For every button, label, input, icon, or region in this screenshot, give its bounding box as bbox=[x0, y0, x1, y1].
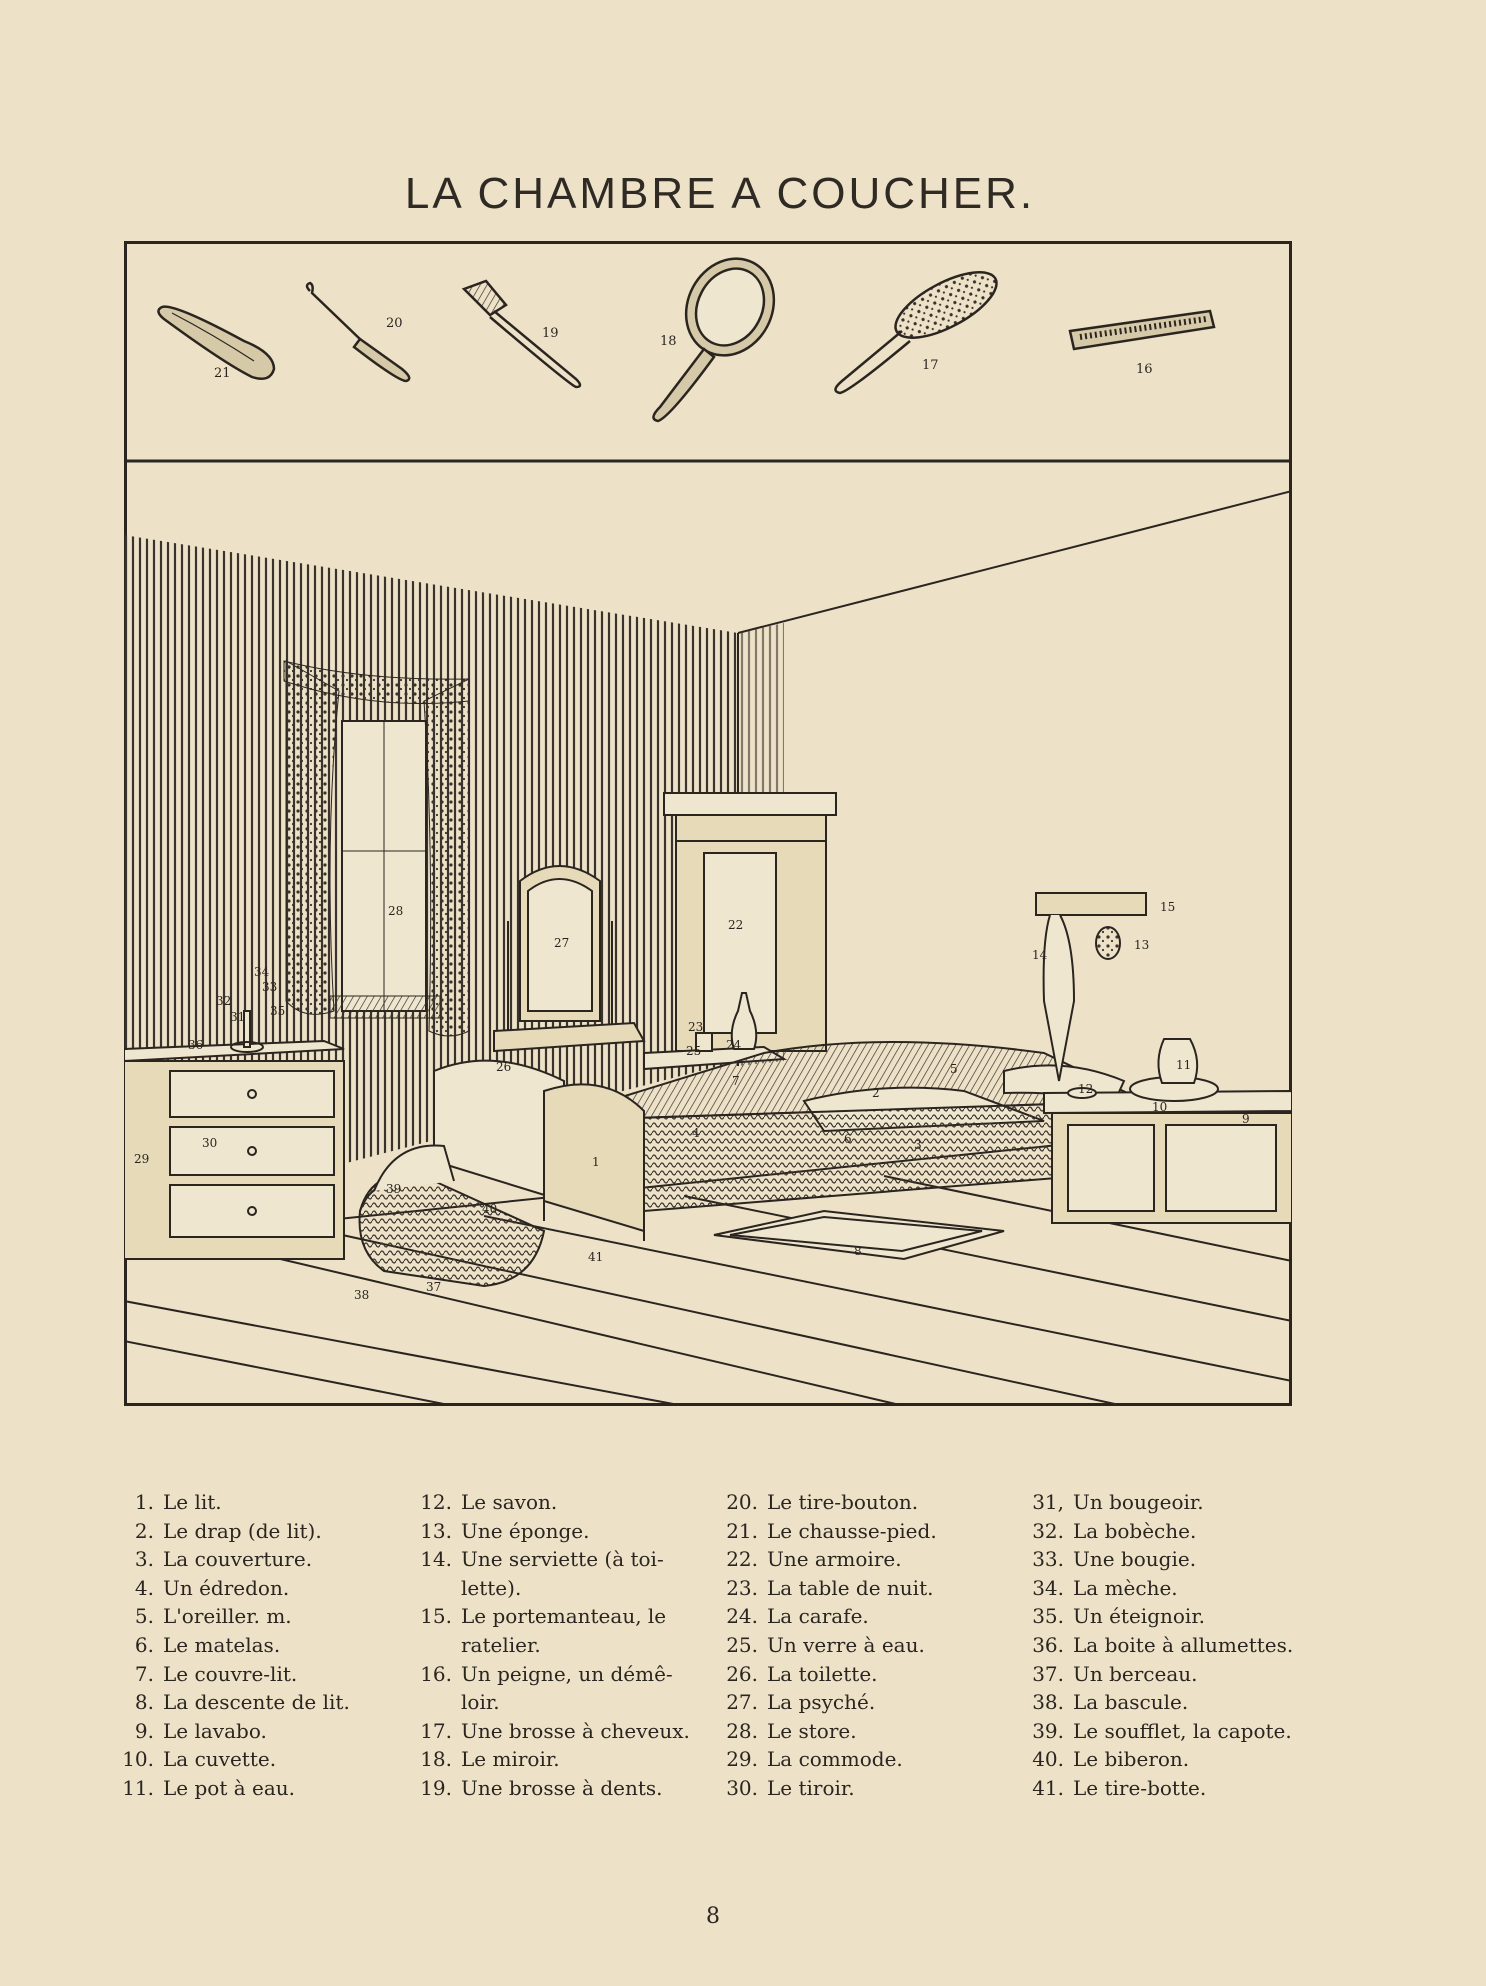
legend-entry: 17. Une brosse à cheveux. bbox=[420, 1718, 690, 1743]
legend-entry: 2. Le drap (de lit). bbox=[134, 1518, 322, 1543]
item-label: 16 bbox=[1136, 362, 1153, 377]
legend-column-1 bbox=[112, 1488, 392, 1803]
page-title: LA CHAMBRE A COUCHER. bbox=[404, 169, 1036, 219]
room-label: 24 bbox=[726, 1038, 742, 1052]
hand-mirror-icon bbox=[653, 243, 790, 421]
toothbrush-icon bbox=[464, 281, 580, 387]
room-label: 28 bbox=[388, 904, 404, 918]
room-label: 26 bbox=[496, 1060, 512, 1074]
room-label: 23 bbox=[688, 1020, 704, 1034]
legend-entry: 41. Le tire-botte. bbox=[1032, 1775, 1207, 1800]
legend-column-4 bbox=[1022, 1488, 1342, 1803]
legend-entry: 8. La descente de lit. bbox=[134, 1690, 350, 1715]
room-label: 13 bbox=[1134, 938, 1150, 952]
washstand bbox=[1044, 1039, 1292, 1223]
legend-entry: 5. L'oreiller. m. bbox=[134, 1604, 292, 1629]
item-label: 19 bbox=[542, 326, 559, 341]
legend-entry: 20. Le tire-bouton. bbox=[726, 1490, 919, 1514]
legend-entry: 31, Un bougeoir. bbox=[1032, 1490, 1204, 1514]
room-label: 30 bbox=[202, 1136, 218, 1150]
room-label: 2 bbox=[872, 1086, 880, 1100]
legend-entry: 39. Le soufflet, la capote. bbox=[1032, 1718, 1292, 1743]
room-label: 33 bbox=[262, 980, 278, 994]
comb-icon bbox=[1070, 311, 1214, 349]
legend-entry: 10. La cuvette. bbox=[122, 1747, 277, 1772]
room-label: 27 bbox=[554, 936, 570, 950]
legend-column-2 bbox=[410, 1488, 695, 1803]
legend-entry: 28. Le store. bbox=[726, 1718, 857, 1743]
room-label: 3 bbox=[914, 1138, 922, 1152]
legend-entry: 21. Le chausse-pied. bbox=[726, 1518, 937, 1543]
legend-entry: 29. La commode. bbox=[726, 1747, 903, 1772]
legend-entry: 26. La toilette. bbox=[726, 1661, 878, 1686]
room-label: 35 bbox=[270, 1004, 286, 1018]
legend-entry: 38. La bascule. bbox=[1032, 1690, 1189, 1715]
legend-entry: 13. Une éponge. bbox=[420, 1518, 590, 1543]
room-label: 36 bbox=[188, 1038, 204, 1052]
buttonhook-icon bbox=[307, 283, 409, 381]
item-label: 17 bbox=[922, 358, 939, 373]
legend bbox=[112, 1488, 1342, 1808]
room-label: 12 bbox=[1078, 1082, 1094, 1096]
room-label: 34 bbox=[254, 965, 270, 979]
legend-entry: 16. Un peigne, un démê-loir. bbox=[420, 1661, 673, 1715]
legend-entry: 3. La couverture. bbox=[134, 1547, 313, 1572]
bedroom-illustration bbox=[124, 241, 1292, 1406]
room-label: 31 bbox=[230, 1010, 246, 1024]
legend-entry: 18. Le miroir. bbox=[420, 1747, 560, 1772]
chest-of-drawers bbox=[124, 1011, 344, 1259]
page-number: 8 bbox=[706, 1904, 720, 1929]
room-label: 38 bbox=[354, 1288, 370, 1302]
bed bbox=[434, 1042, 1144, 1241]
legend-entry: 25. Un verre à eau. bbox=[726, 1632, 925, 1657]
room-label: 15 bbox=[1160, 900, 1176, 914]
room-label: 7 bbox=[732, 1074, 740, 1088]
legend-entry: 33. Une bougie. bbox=[1032, 1547, 1197, 1572]
legend-entry: 35. Un éteignoir. bbox=[1032, 1604, 1206, 1629]
room-label: 25 bbox=[686, 1044, 702, 1058]
legend-entry: 24. La carafe. bbox=[726, 1604, 869, 1629]
legend-entry: 7. Le couvre-lit. bbox=[134, 1661, 298, 1686]
room-label: 41 bbox=[588, 1250, 604, 1264]
room-label: 14 bbox=[1032, 948, 1048, 962]
legend-entry: 34. La mèche. bbox=[1032, 1575, 1178, 1600]
legend-entry: 32. La bobèche. bbox=[1032, 1518, 1197, 1543]
room-label: 29 bbox=[134, 1152, 150, 1166]
room-label: 9 bbox=[1242, 1112, 1250, 1126]
legend-entry: 30. Le tiroir. bbox=[726, 1775, 855, 1800]
hairbrush-icon bbox=[835, 259, 1005, 393]
legend-entry: 40. Le biberon. bbox=[1032, 1747, 1190, 1772]
legend-entry: 4. Un édredon. bbox=[134, 1575, 290, 1600]
legend-entry: 14. Une serviette (à toi-lette). bbox=[420, 1547, 664, 1600]
legend-entry: 22. Une armoire. bbox=[726, 1547, 902, 1572]
room-label: 8 bbox=[854, 1244, 862, 1258]
legend-entry: 37. Un berceau. bbox=[1032, 1661, 1198, 1686]
legend-entry: 12. Le savon. bbox=[420, 1490, 558, 1514]
room-label: 6 bbox=[844, 1132, 852, 1146]
legend-entry: 15. Le portemanteau, le ratelier. bbox=[420, 1604, 667, 1657]
room-label: 10 bbox=[1152, 1100, 1168, 1114]
legend-entry: 11. Le pot à eau. bbox=[122, 1775, 295, 1800]
legend-entry: 19. Une brosse à dents. bbox=[420, 1775, 663, 1800]
room-label: 40 bbox=[482, 1202, 498, 1216]
room-label: 4 bbox=[692, 1126, 700, 1140]
room-label: 11 bbox=[1176, 1058, 1192, 1072]
room-label: 32 bbox=[216, 994, 232, 1008]
room-label: 5 bbox=[950, 1062, 958, 1076]
legend-entry: 9. Le lavabo. bbox=[134, 1718, 267, 1743]
room-label: 22 bbox=[728, 918, 744, 932]
room-label: 1 bbox=[592, 1155, 600, 1169]
legend-entry: 23. La table de nuit. bbox=[726, 1575, 934, 1600]
legend-entry: 6. Le matelas. bbox=[134, 1632, 281, 1657]
room-label: 37 bbox=[426, 1280, 442, 1294]
item-label: 21 bbox=[214, 366, 231, 381]
toilet-items-strip bbox=[158, 243, 1214, 421]
room-scene bbox=[124, 491, 1292, 1406]
item-label: 20 bbox=[386, 316, 403, 331]
coat-rack bbox=[1036, 893, 1146, 1081]
legend-entry: 36. La boite à allumettes. bbox=[1032, 1632, 1294, 1657]
legend-column-3 bbox=[716, 1488, 1006, 1803]
legend-entry: 27. La psyché. bbox=[726, 1690, 876, 1715]
legend-entry: 1. Le lit. bbox=[134, 1490, 222, 1514]
item-label: 18 bbox=[660, 334, 677, 349]
room-label: 39 bbox=[386, 1182, 402, 1196]
